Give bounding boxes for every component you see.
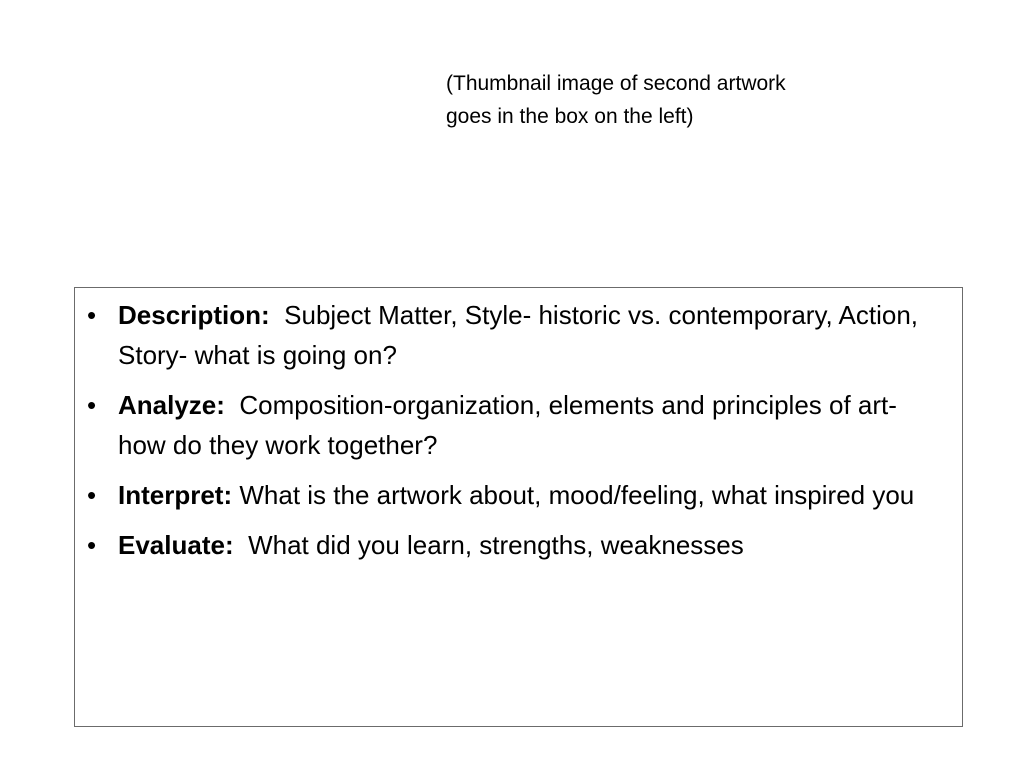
term-evaluate: Evaluate: (118, 530, 234, 560)
term-description: Description: (118, 300, 270, 330)
bullet-icon: • (87, 390, 97, 420)
bullet-icon: • (87, 300, 97, 330)
term-interpret: Interpret: (118, 480, 233, 510)
text-evaluate: What did you learn, strengths, weaknesses (248, 530, 744, 560)
text-analyze: Composition-organization, elements and principles of art- how do they work together? (118, 390, 897, 460)
bullet-description (85, 295, 945, 375)
bullet-interpret (85, 475, 945, 515)
critique-bullet-list (85, 295, 945, 575)
text-interpret: What is the artwork about, mood/feeling, what inspired you (239, 480, 915, 510)
caption-line-2: goes in the box on the left) (446, 105, 694, 128)
bullet-icon: • (87, 530, 97, 560)
text-description: Subject Matter, Style- historic vs. contemporary, Action, Story- what is going on? (118, 300, 919, 370)
bullet-icon: • (87, 480, 97, 510)
bullet-evaluate (85, 525, 945, 565)
term-analyze: Analyze: (118, 390, 225, 420)
critique-text-box[interactable] (74, 287, 963, 727)
thumbnail-caption (446, 67, 896, 133)
caption-line-1: (Thumbnail image of second artwork (446, 72, 786, 95)
bullet-analyze (85, 385, 945, 465)
